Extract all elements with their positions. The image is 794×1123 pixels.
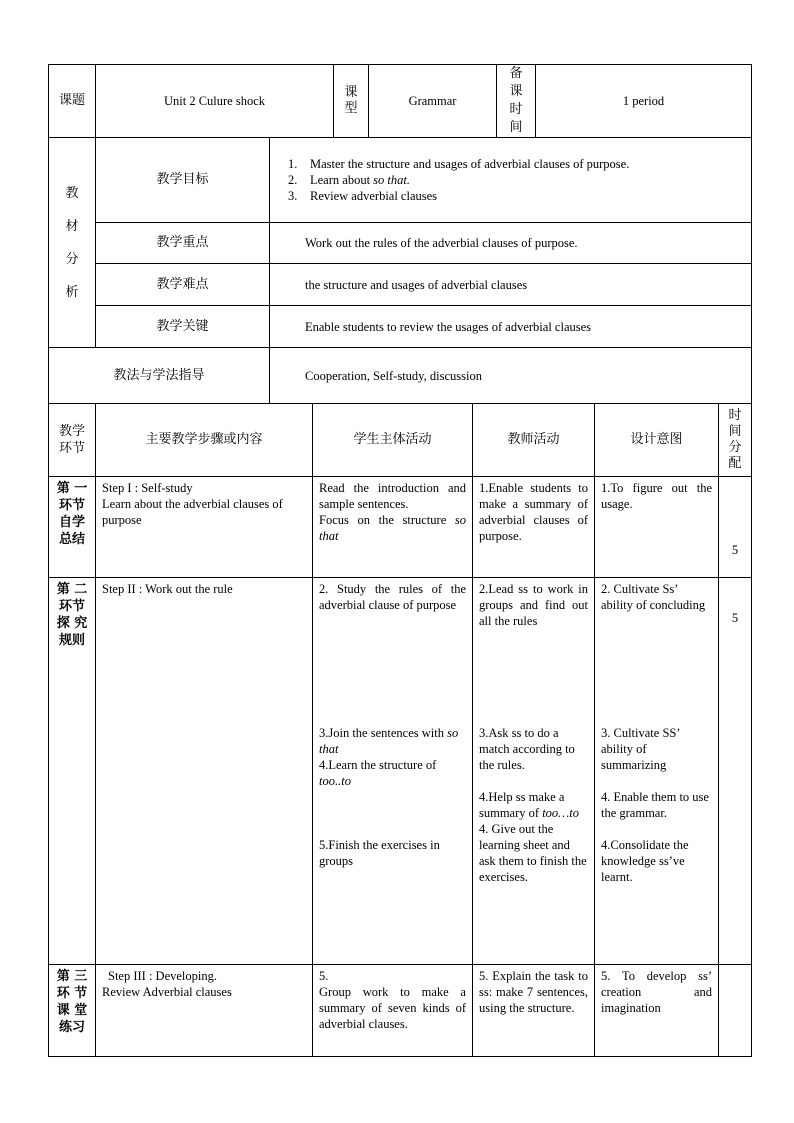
header-teacher: 教师活动: [473, 404, 595, 477]
difficulty-value: the structure and usages of adverbial clauses: [270, 264, 752, 306]
stage-1-teacher: 1.Enable students to make a summary of adverbial clauses of purpose.: [473, 477, 595, 578]
key-value: Enable students to review the usages of adverbial clauses: [270, 306, 752, 348]
stage-3-content: Step III : Developing. Review Adverbial clauses: [96, 965, 313, 1057]
type-label: 课 型: [334, 65, 369, 138]
stage-3-design: 5. To develop ss’ creation and imagination: [595, 965, 719, 1057]
stage-1-time: 5: [719, 477, 752, 578]
header-student: 学生主体活动: [313, 404, 473, 477]
time-label: 备 课 时 间: [497, 65, 536, 138]
method-value: Cooperation, Self-study, discussion: [270, 348, 752, 404]
goals-list: [270, 138, 752, 223]
goal-item: 3. Review adverbial clauses: [288, 189, 438, 203]
key-point-label: 教学重点: [96, 223, 270, 264]
method-label: 教法与学法指导: [49, 348, 270, 404]
topic-label: 课题: [49, 65, 96, 138]
type-value: Grammar: [369, 65, 497, 138]
key-point-value: Work out the rules of the adverbial clauses of purpose.: [270, 223, 752, 264]
stage-2-content: Step II : Work out the rule: [96, 578, 313, 965]
goal-item: 2. Learn about so that.: [288, 173, 410, 187]
stage-2-time: 5: [719, 578, 752, 965]
header-stage: 教学 环节: [49, 404, 96, 477]
stage-1-label: 第 一 环节 自学 总结: [49, 477, 96, 578]
stage-3-time: [719, 965, 752, 1057]
stage-3-label: 第 三 环 节 课 堂 练习: [49, 965, 96, 1057]
header-content: 主要教学步骤或内容: [96, 404, 313, 477]
stage-1-content: Step I : Self-study Learn about the adverbial clauses of purpose: [96, 477, 313, 578]
stage-3-student: 5. Group work to make a summary of seven kinds of adverbial clauses.: [313, 965, 473, 1057]
analysis-side-label: 教 材 分 析: [49, 138, 96, 348]
goals-ol: [276, 156, 745, 204]
stage-1-design: 1.To figure out the usage.: [595, 477, 719, 578]
topic-value: Unit 2 Culure shock: [96, 65, 334, 138]
stage-1-student: Read the introduction and sample sentences. Focus on the structure so that: [313, 477, 473, 578]
key-label: 教学关键: [96, 306, 270, 348]
stage-2-design: 2. Cultivate Ss’ ability of concluding 3. Cultivate SS’ ability of summarizing 4. Enable them to use the grammar. 4.Consolidate the knowledge ss’ve learnt.: [595, 578, 719, 965]
stage-2-teacher: 2.Lead ss to work in groups and find out all the rules 3.Ask ss to do a match according to the rules. 4.Help ss make a summary of too…to 4. Give out the learning sheet and ask them to finish the exercises.: [473, 578, 595, 965]
stage-3-teacher: 5. Explain the task to ss: make 7 sentences, using the structure.: [473, 965, 595, 1057]
stage-2-student: 2. Study the rules of the adverbial clause of purpose 3.Join the sentences with so that 4.Learn the structure of too..to 5.Finish the exercises in groups: [313, 578, 473, 965]
goal-item: 1. Master the structure and usages of adverbial clauses of purpose.: [288, 157, 630, 171]
difficulty-label: 教学难点: [96, 264, 270, 306]
lesson-info-table: [48, 64, 752, 404]
time-value: 1 period: [536, 65, 752, 138]
stage-2-label: 第 二 环节 探 究 规则: [49, 578, 96, 965]
teaching-steps-table: [48, 403, 752, 1057]
header-design: 设计意图: [595, 404, 719, 477]
goals-label: 教学目标: [96, 138, 270, 223]
header-time: 时 间 分 配: [719, 404, 752, 477]
